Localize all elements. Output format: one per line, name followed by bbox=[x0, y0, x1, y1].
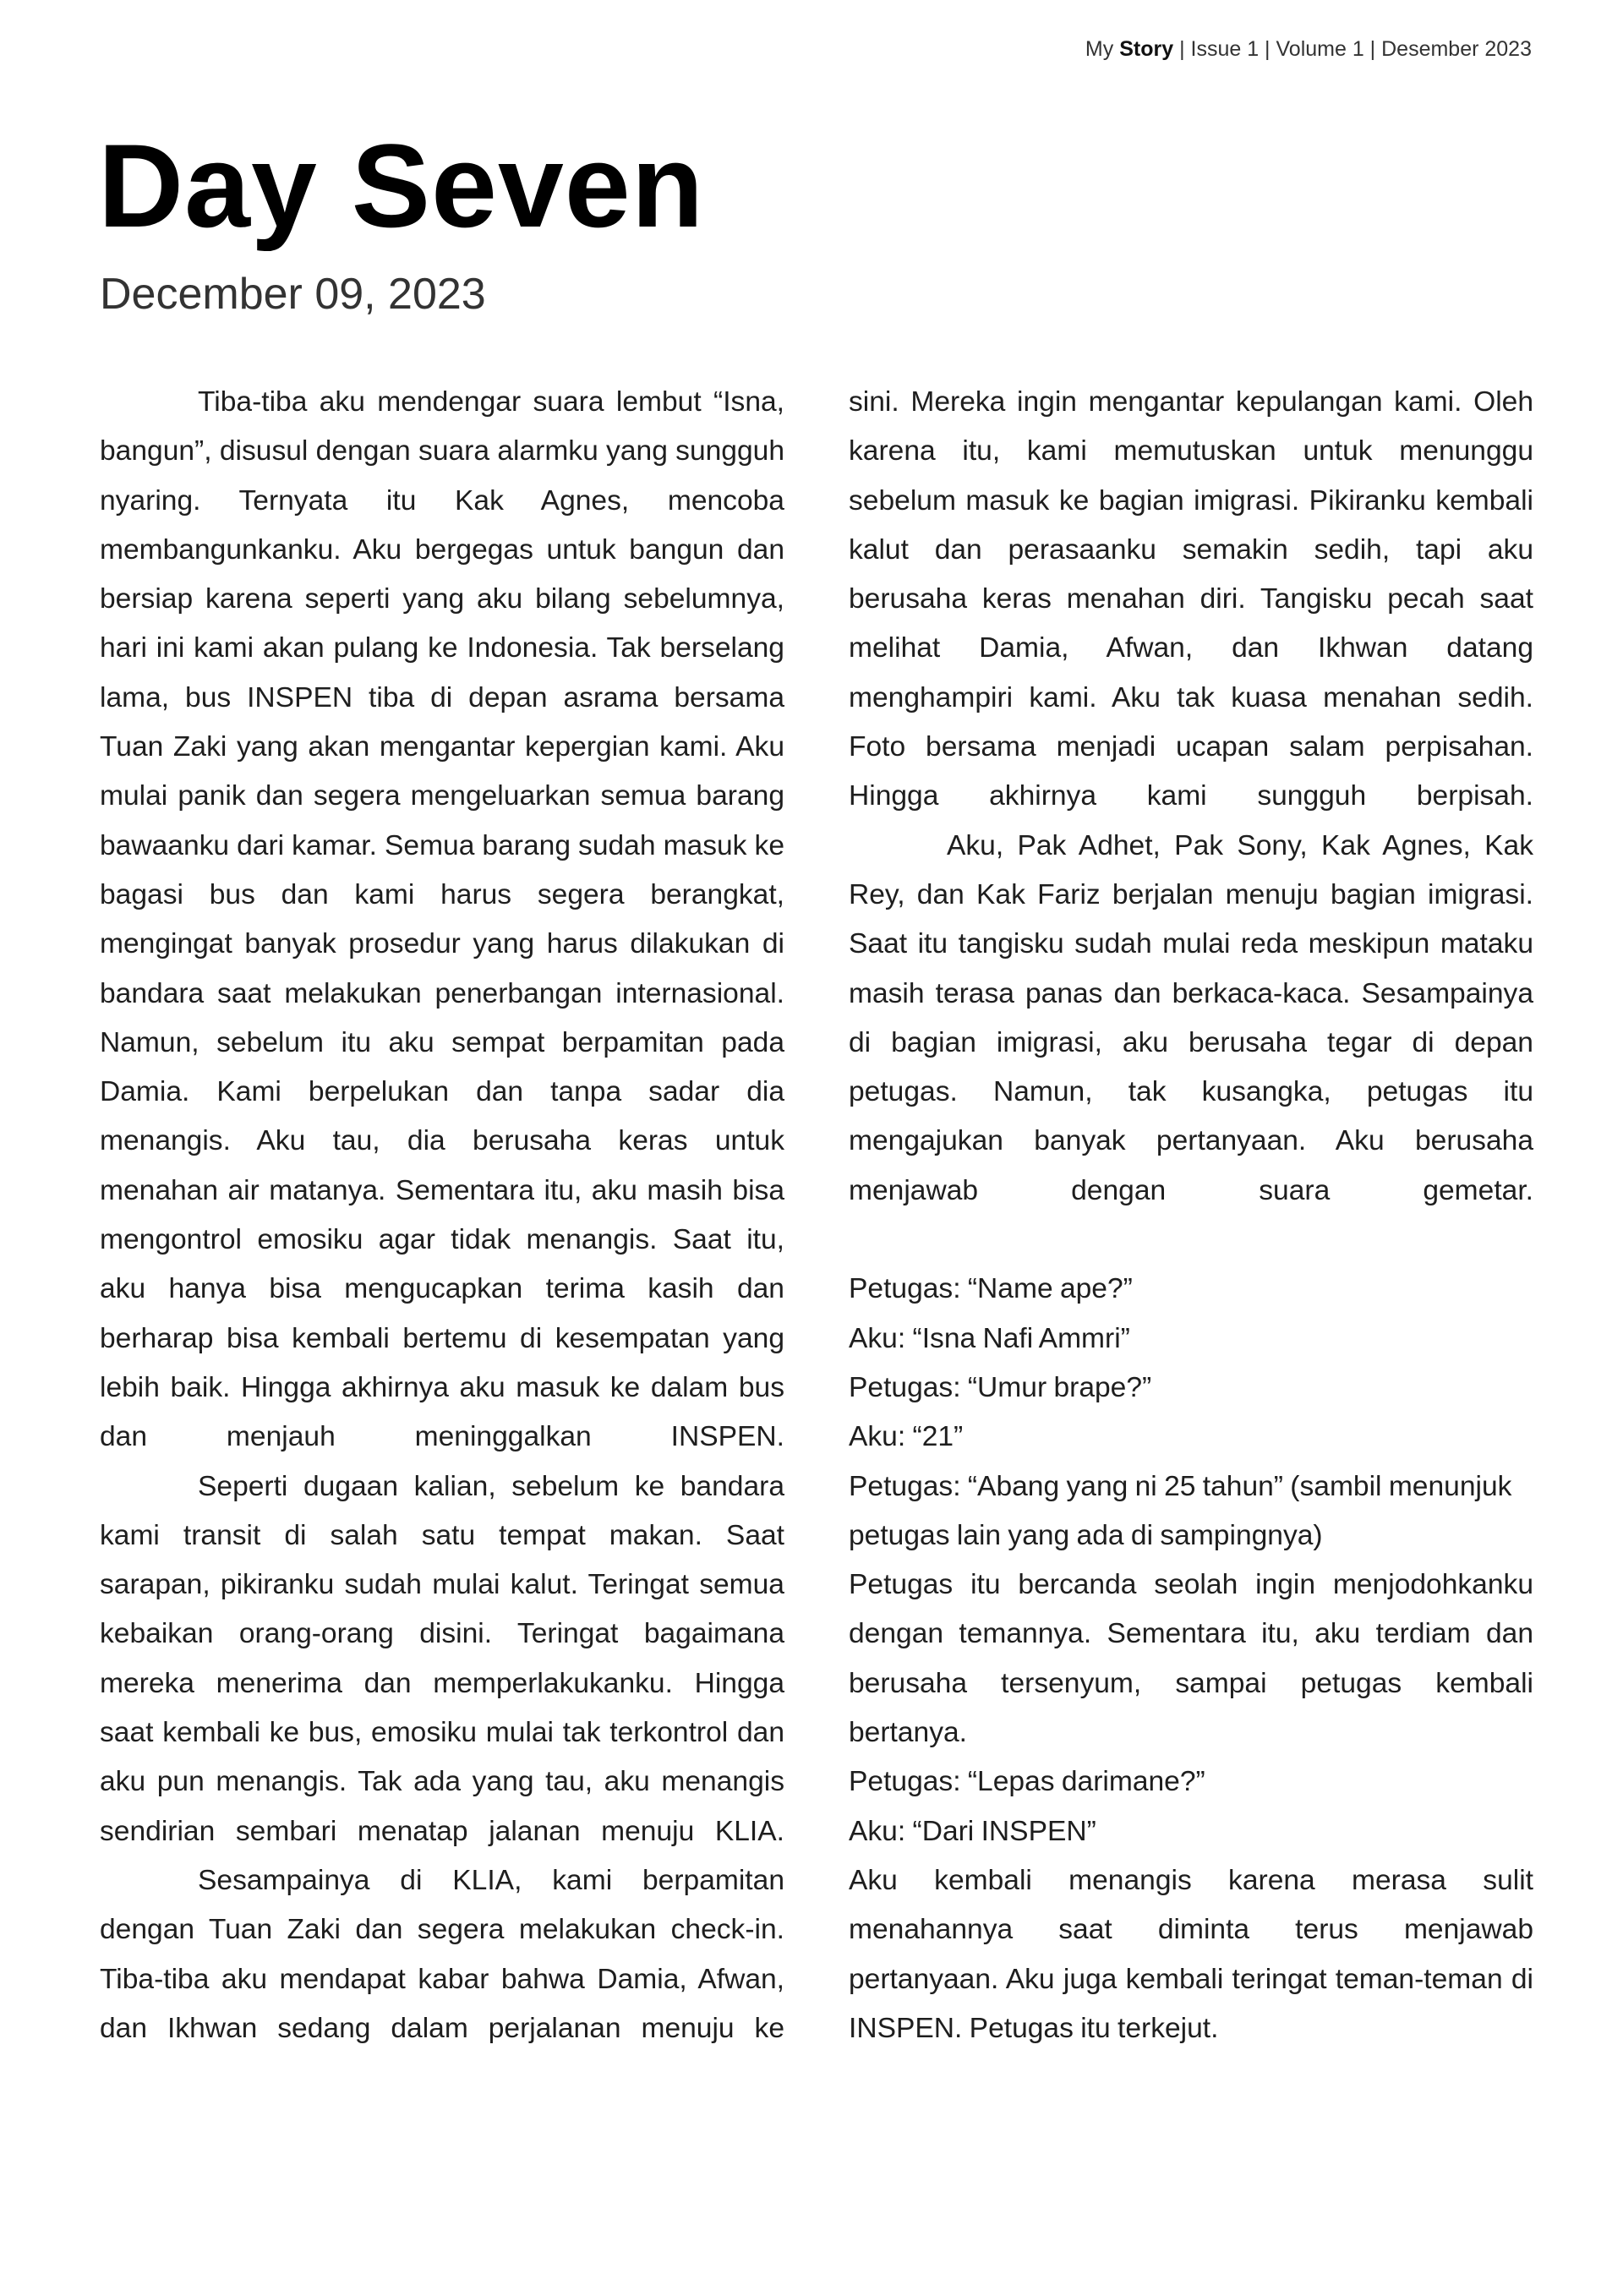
paragraph: Sesampainya di KLIA, kami berpamitan dengan Tuan Zaki dan segera melakukan check-in. Tiba-tiba aku mendapat kabar bahwa Damia, Afwan, dan Ikhwan sedang dalam perjalanan menuju ke bbox=[100, 1864, 784, 2044]
left-column bbox=[100, 378, 784, 2053]
dialog-line: Aku: “Isna Nafi Ammri” bbox=[849, 1322, 1130, 1354]
running-header bbox=[1085, 37, 1532, 62]
paragraph-continuation: sini. Mereka ingin mengantar kepulangan kami. Oleh karena itu, kami memutuskan untuk menunggu sebelum masuk ke bagian imigrasi. Pikiranku kembali kalut dan perasaanku semakin sedih, tapi aku berusaha keras menahan diri. Tangisku pecah saat melihat Damia, Afwan, dan Ikhwan datang menghampiri kami. Aku tak kuasa menahan sedih. Foto bersama menjadi ucapan salam perpisahan. Hingga akhirnya kami sungguh berpisah. bbox=[849, 386, 1533, 812]
article-body bbox=[100, 378, 1533, 2053]
right-column bbox=[849, 378, 1533, 2053]
paragraph: Seperti dugaan kalian, sebelum ke bandara kami transit di salah satu tempat makan. Saat sarapan, pikiranku sudah mulai kalut. Teringat semua kebaikan orang-orang disini. Teringat bagaimana mereka menerima dan memperlakukanku. Hingga saat kembali ke bus, emosiku mulai tak terkontrol dan aku pun menangis. Tak ada yang tau, aku menangis sendirian sembari menatap jalanan menuju KLIA. bbox=[100, 1470, 784, 1847]
dialog-narration: Aku kembali menangis karena merasa sulit menahannya saat diminta terus menjawab pertanyaan. Aku juga kembali teringat teman-teman di INSPEN. Petugas itu terkejut. bbox=[849, 1864, 1533, 2044]
dialog-line: Petugas: “Name ape?” bbox=[849, 1273, 1133, 1305]
dialog-narration: Petugas itu bercanda seolah ingin menjodohkanku dengan temannya. Sementara itu, aku terdiam dan berusaha tersenyum, sampai petugas kembali bertanya. bbox=[849, 1569, 1533, 1749]
dialog-line: Petugas: “Lepas darimane?” bbox=[849, 1766, 1205, 1798]
header-prefix: My bbox=[1085, 37, 1114, 61]
dialog-line: Petugas: “Abang yang ni 25 tahun” (sambil menunjuk petugas lain yang ada di sampingnya) bbox=[849, 1470, 1512, 1551]
paragraph: Tiba-tiba aku mendengar suara lembut “Isna, bangun”, disusul dengan suara alarmku yang sungguh nyaring. Ternyata itu Kak Agnes, mencoba membangunkanku. Aku bergegas untuk bangun dan bersiap karena seperti yang aku bilang sebelumnya, hari ini kami akan pulang ke Indonesia. Tak berselang lama, bus INSPEN tiba di depan asrama bersama Tuan Zaki yang akan mengantar kepergian kami. Aku mulai panik dan segera mengeluarkan semua barang bawaanku dari kamar. Semua barang sudah masuk ke bagasi bus dan kami harus segera berangkat, mengingat banyak prosedur yang harus dilakukan di bandara saat melakukan penerbangan internasional. Namun, sebelum itu aku sempat berpamitan pada Damia. Kami berpelukan dan tanpa sadar dia menangis. Aku tau, dia berusaha keras untuk menahan air matanya. Sementara itu, aku masih bisa mengontrol emosiku agar tidak menangis. Saat itu, aku hanya bisa mengucapkan terima kasih dan berharap bisa kembali bertemu di kesempatan yang lebih baik. Hingga akhirnya aku masuk ke dalam bus dan menjauh meninggalkan INSPEN. bbox=[100, 386, 784, 1453]
dialog-line: Petugas: “Umur brape?” bbox=[849, 1371, 1152, 1403]
article-title: Day Seven bbox=[98, 119, 705, 252]
dialog-line: Aku: “Dari INSPEN” bbox=[849, 1815, 1096, 1847]
paragraph-spacer bbox=[849, 1216, 1533, 1265]
dialog-line: Aku: “21” bbox=[849, 1421, 964, 1453]
header-brand: Story bbox=[1119, 37, 1174, 61]
header-issue-info: | Issue 1 | Volume 1 | Desember 2023 bbox=[1179, 37, 1532, 61]
paragraph: Aku, Pak Adhet, Pak Sony, Kak Agnes, Kak Rey, dan Kak Fariz berjalan menuju bagian imigrasi. Saat itu tangisku sudah mulai reda meskipun mataku masih terasa panas dan berkaca-kaca. Sesampainya di bagian imigrasi, aku berusaha tegar di depan petugas. Namun, tak kusangka, petugas itu mengajukan banyak pertanyaan. Aku berusaha menjawab dengan suara gemetar. bbox=[849, 829, 1533, 1206]
article-date: December 09, 2023 bbox=[100, 270, 486, 319]
